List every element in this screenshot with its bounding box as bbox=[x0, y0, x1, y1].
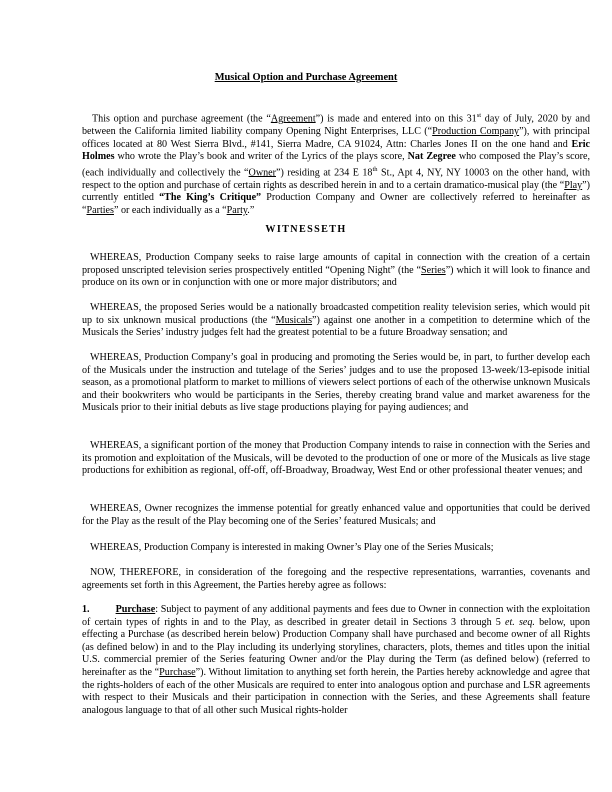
whereas-paragraph-3: WHEREAS, Production Company’s goal in producing and promoting the Series would be, in part, to further develop each of the Musicals under the instruction and tutelage of the Series’ judges and to use the proposed 13-week/13-episode initial season, as a promotional platform to market to millions of viewers select portions of each of the otherwise unknown Musicals and their bookwriters who would be participants in the Series, thereby creating brand value and market awareness for the Musicals prior to their initial debuts as live stage productions playing for paying audiences; and bbox=[82, 352, 590, 414]
section-heading-purchase: Purchase bbox=[115, 604, 156, 615]
defined-term-series: Series bbox=[421, 264, 446, 276]
defined-term-party: Party bbox=[226, 204, 248, 216]
defined-term-production-company: Production Company bbox=[432, 125, 520, 137]
defined-term-purchase: Purchase bbox=[159, 666, 196, 678]
whereas-paragraph-5: WHEREAS, Owner recognizes the immense potential for greatly enhanced value and opportunities that could be derived for the Play as the result of the Play becoming one of the Series’ featured Musicals; and bbox=[82, 503, 590, 527]
defined-term-musicals: Musicals bbox=[275, 314, 313, 326]
whereas-paragraph-4: WHEREAS, a significant portion of the money that Production Company intends to raise in connection with the Series and its promotion and exploitation of the Musicals, will be devoted to the production of one or more of the Musicals as live stage productions for exhibition as regional, off-off, off-Broadway, Broadway, West End or other professional theater venues; and bbox=[82, 440, 590, 477]
defined-term-owner: Owner bbox=[248, 167, 276, 179]
section-1-purchase: 1. Purchase: Subject to payment of any additional payments and fees due to Owner in connection with the exploitation of certain types of rights in and to the Play, as described in greater detail in Sections 3 through 5 et. seq. below, upon effecting a Purchase (as described herein below) Production Company shall have purchased and become owner of all Rights (as defined below) in and to the Play including its underlying storylines, characters, plots, themes and titles upon the initial U.S. commercial premier of the Series featuring Owner and/or the Play during the Term (as defined below) (referred to hereinafter as the “Purchase”). Without limitation to anything set forth herein, the Parties hereby acknowledge and agree that the rights-holders of each of the other Musicals are required to enter into analogous option and purchase and LSR agreements with respect to their Musicals and their participation in connection with the Series, and these Agreements shall feature analogous language to that of all other such Musical rights-holder bbox=[82, 604, 591, 716]
whereas-paragraph-2: WHEREAS, the proposed Series would be a nationally broadcasted competition reality television series, which would pit up to six unknown musical productions (the “Musicals”) against one another in a competition to determine which of the Musicals the Series’ industry judges felt had the greatest potential to be a future Broadway sensation; and bbox=[82, 302, 591, 339]
whereas-paragraph-1: WHEREAS, Production Company seeks to raise large amounts of capital in connection with the creation of a certain proposed unscripted television series prospectively entitled “Opening Night” (the “Series”) which it will look to finance and produce on its own or in conjunction with one or more major distributors; and bbox=[82, 252, 590, 289]
whereas-paragraph-6: WHEREAS, Production Company is interested in making Owner’s Play one of the Series Musicals; bbox=[90, 542, 494, 553]
play-title: “The King’s Critique” bbox=[159, 192, 262, 204]
intro-paragraph: This option and purchase agreement (the “Agreement”) is made and entered into on this 31st day of July, 2020 by and between the California limited liability company Opening Night Enterprises, LLC (“Production Company”), with principal offices located at 80 West Sierra Blvd., #141, Sierra Madre, CA 91024, Attn: Charles Jones II on the one hand and Eric Holmes who wrote the Play’s book and writer of the Lyrics of the plays score, Nat Zegree who composed the Play’s score, (each individually and collectively the “Owner”) residing at 234 E 18th St., Apt 4, NY, NY 10003 on the other hand, with respect to the option and purchase of certain rights as described herein in and to a certain dramatico-musical play (the “Play”) currently entitled “The King’s Critique” Production Company and Owner are collectively referred to hereinafter as “Parties” or each individually as a “Party.” bbox=[82, 112, 591, 216]
witnesseth-heading: WITNESSETH bbox=[265, 224, 347, 235]
name-eric-holmes: Eric Holmes bbox=[82, 138, 590, 163]
now-therefore-paragraph: NOW, THEREFORE, in consideration of the foregoing and the respective representations, warranties, covenants and agreements set forth in this Agreement, the Parties hereby agree as follows: bbox=[82, 567, 590, 591]
defined-term-play: Play bbox=[564, 179, 583, 191]
section-number: 1. bbox=[82, 604, 90, 615]
document-title: Musical Option and Purchase Agreement bbox=[214, 72, 398, 83]
defined-term-agreement: Agreement bbox=[270, 113, 316, 125]
defined-term-parties: Parties bbox=[86, 204, 114, 216]
name-nat-zegree: Nat Zegree bbox=[407, 151, 456, 163]
et-seq: et. seq. bbox=[505, 616, 535, 628]
